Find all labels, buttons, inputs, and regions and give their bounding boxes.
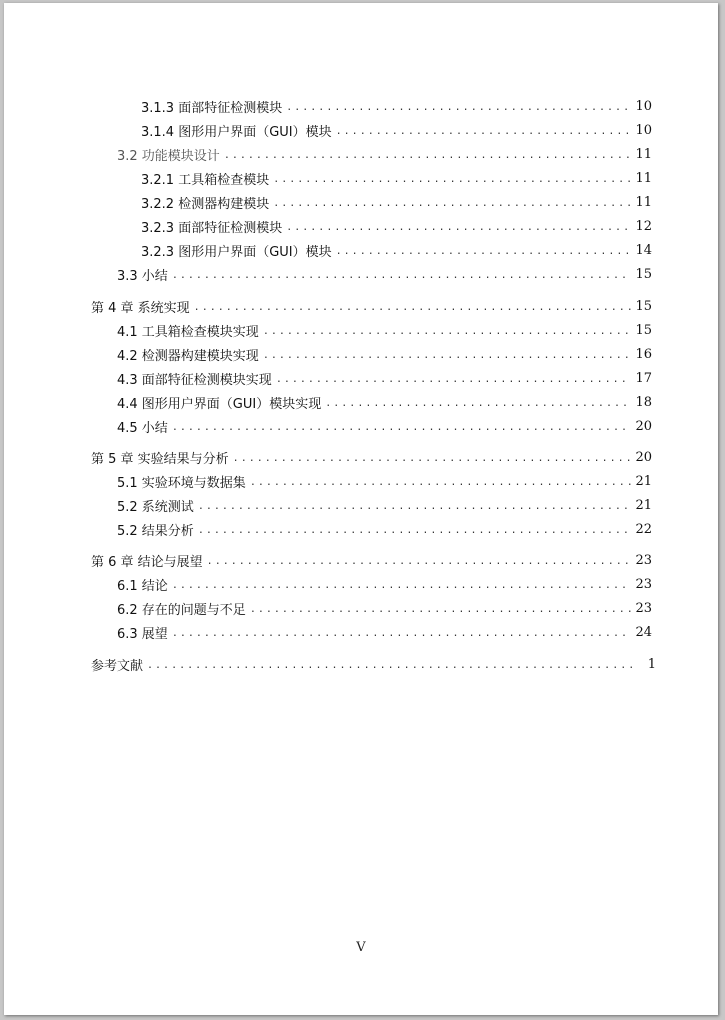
toc-entry[interactable] — [117, 263, 652, 285]
toc-entry-label: 第 6 章 结论与展望 — [91, 554, 203, 570]
toc-leader-dots — [286, 103, 631, 117]
toc-leader-dots — [147, 661, 638, 675]
toc-entry-label: 3.2 功能模块设计 — [117, 148, 220, 164]
toc-entry-label: 3.1.4 图形用户界面（GUI）模块 — [141, 124, 332, 140]
toc-entry[interactable] — [117, 518, 652, 540]
toc-entry-page: 12 — [635, 218, 652, 234]
document-page — [4, 3, 718, 1015]
toc-entry-page: 20 — [635, 418, 652, 434]
toc-entry[interactable] — [141, 119, 652, 141]
toc-leader-dots — [233, 454, 632, 468]
toc-entry-label: 5.1 实验环境与数据集 — [117, 475, 246, 491]
toc-leader-dots — [172, 271, 632, 285]
toc-leader-dots — [194, 303, 632, 317]
toc-entry-label: 4.2 检测器构建模块实现 — [117, 348, 259, 364]
toc-entry[interactable] — [117, 415, 652, 437]
toc-entry[interactable] — [141, 215, 652, 237]
table-of-contents — [4, 3, 718, 1015]
toc-leader-dots — [198, 526, 632, 540]
toc-entry-page: 11 — [635, 170, 652, 186]
toc-entry-label: 6.2 存在的问题与不足 — [117, 602, 246, 618]
toc-entry[interactable] — [117, 367, 652, 389]
toc-entry-page: 10 — [635, 122, 652, 138]
toc-leader-dots — [336, 127, 632, 141]
toc-leader-dots — [207, 557, 632, 571]
toc-entry-page: 22 — [635, 521, 652, 537]
toc-entry[interactable] — [141, 167, 652, 189]
toc-entry[interactable] — [141, 95, 652, 117]
toc-entry-label: 第 4 章 系统实现 — [91, 300, 190, 316]
toc-entry[interactable] — [117, 343, 652, 365]
toc-entry-page: 15 — [635, 266, 652, 282]
toc-entry-label: 3.3 小结 — [117, 268, 168, 284]
toc-entry-page: 21 — [635, 473, 652, 489]
toc-entry-label: 第 5 章 实验结果与分析 — [91, 451, 229, 467]
toc-entry[interactable] — [117, 470, 652, 492]
toc-leader-dots — [263, 327, 632, 341]
toc-entry[interactable] — [117, 597, 652, 619]
toc-chapter-entry[interactable] — [91, 653, 656, 675]
toc-entry-page: 23 — [635, 552, 652, 568]
toc-leader-dots — [172, 581, 632, 595]
toc-entry[interactable] — [117, 621, 652, 643]
toc-leader-dots — [224, 151, 632, 165]
toc-entry-label: 4.5 小结 — [117, 420, 168, 436]
toc-entry-page: 23 — [635, 576, 652, 592]
toc-entry-label: 6.3 展望 — [117, 626, 168, 642]
toc-leader-dots — [263, 351, 632, 365]
toc-chapter-entry[interactable] — [91, 295, 652, 317]
toc-entry[interactable] — [117, 494, 652, 516]
toc-entry-page: 18 — [635, 394, 652, 410]
toc-entry-label: 4.4 图形用户界面（GUI）模块实现 — [117, 396, 322, 412]
toc-entry-label: 3.2.2 检测器构建模块 — [141, 196, 270, 212]
toc-entry-label: 4.1 工具箱检查模块实现 — [117, 324, 259, 340]
toc-entry-page: 23 — [635, 600, 652, 616]
toc-entry-label: 5.2 结果分析 — [117, 523, 194, 539]
toc-entry-label: 5.2 系统测试 — [117, 499, 194, 515]
toc-entry[interactable] — [117, 319, 652, 341]
toc-entry-page: 20 — [635, 449, 652, 465]
toc-entry-label: 3.2.3 图形用户界面（GUI）模块 — [141, 244, 332, 260]
toc-entry-page: 21 — [635, 497, 652, 513]
toc-entry-label: 3.2.3 面部特征检测模块 — [141, 220, 283, 236]
toc-leader-dots — [273, 175, 631, 189]
toc-entry-label: 4.3 面部特征检测模块实现 — [117, 372, 272, 388]
toc-entry-page: 11 — [635, 146, 652, 162]
toc-leader-dots — [286, 223, 631, 237]
toc-leader-dots — [276, 375, 632, 389]
toc-leader-dots — [336, 247, 632, 261]
toc-entry-label: 6.1 结论 — [117, 578, 168, 594]
toc-entry-page: 10 — [635, 98, 652, 114]
toc-entry-page: 1 — [647, 656, 656, 672]
toc-leader-dots — [172, 423, 632, 437]
toc-chapter-entry[interactable] — [91, 549, 652, 571]
toc-entry-label: 3.1.3 面部特征检测模块 — [141, 100, 283, 116]
toc-entry-page: 11 — [635, 194, 652, 210]
toc-chapter-entry[interactable] — [91, 446, 652, 468]
toc-entry-label: 参考文献 — [91, 658, 144, 674]
toc-entry[interactable] — [117, 143, 652, 165]
toc-leader-dots — [325, 399, 631, 413]
toc-entry-page: 15 — [635, 322, 652, 338]
toc-entry-page: 16 — [635, 346, 652, 362]
toc-leader-dots — [198, 502, 632, 516]
page-number-footer: V — [356, 940, 366, 955]
toc-entry[interactable] — [141, 191, 652, 213]
toc-leader-dots — [250, 605, 632, 619]
toc-leader-dots — [250, 478, 632, 492]
toc-entry-page: 14 — [635, 242, 652, 258]
toc-entry-page: 24 — [635, 624, 652, 640]
toc-leader-dots — [172, 629, 632, 643]
toc-leader-dots — [273, 199, 631, 213]
toc-entry-label: 3.2.1 工具箱检查模块 — [141, 172, 270, 188]
toc-entry[interactable] — [141, 239, 652, 261]
toc-entry-page: 17 — [635, 370, 652, 386]
toc-entry[interactable] — [117, 573, 652, 595]
toc-entry-page: 15 — [635, 298, 652, 314]
toc-entry[interactable] — [117, 391, 652, 413]
